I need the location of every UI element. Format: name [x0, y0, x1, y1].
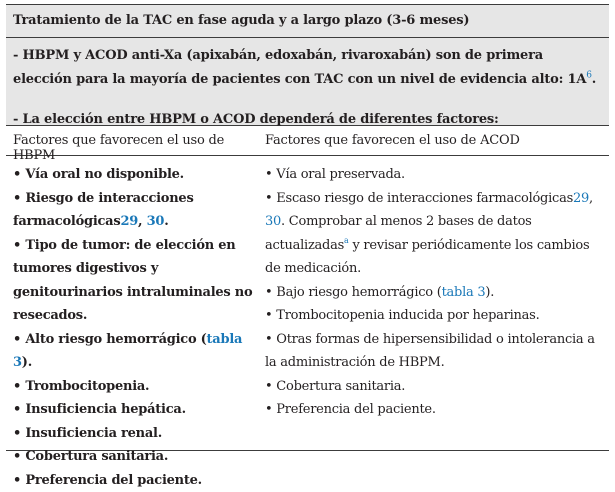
list-item: • Cobertura sanitaria. — [265, 375, 603, 399]
list-item: • Trombocitopenia. — [13, 375, 259, 399]
reference-29-link[interactable]: 29 — [120, 214, 138, 229]
list-item: • Escaso riesgo de interacciones farmacológicas29, 30. Comprobar al menos 2 bases de datos actualizadas$^a$ y revisar periódicamente los cambios de medicación. — [265, 187, 603, 281]
list-item: • Insuficiencia hepática. — [13, 398, 259, 422]
reference-30-link[interactable]: 30 — [265, 214, 281, 229]
reference-6-link[interactable]: 6 — [586, 71, 592, 81]
list-item: • Trombocitopenia inducida por heparinas. — [265, 304, 603, 328]
intro-paragraph-first-choice: - HBPM y ACOD anti-Xa (apixabán, edoxabán, rivaroxabán) son de primera elección para la mayoría de pacientes con TAC con un nivel de evidencia alto: 1A$^6$. — [13, 44, 601, 92]
list-item: • Alto riesgo hemorrágico (tabla 3). — [13, 328, 259, 375]
table-3-link[interactable]: tabla 3 — [442, 285, 486, 300]
intro-paragraph-factors: - La elección entre HBPM o ACOD dependerá de diferentes factores: — [13, 108, 601, 132]
acod-column-header: Factores que favorecen el uso de ACOD — [259, 126, 609, 155]
column-headers — [6, 126, 609, 156]
list-item: • Otras formas de hipersensibilidad o intolerancia a la administración de HBPM. — [265, 328, 603, 375]
list-item: • Insuficiencia renal. — [13, 422, 259, 446]
list-item: • Preferencia del paciente. — [13, 469, 259, 492]
list-item: • Bajo riesgo hemorrágico (tabla 3). — [265, 281, 603, 305]
acod-factors-column — [259, 163, 609, 492]
table-body — [6, 156, 609, 492]
reference-30-link[interactable]: 30 — [147, 214, 165, 229]
hbpm-column-header: Factores que favorecen el uso de HBPM — [6, 126, 259, 155]
list-item: • Vía oral no disponible. — [13, 163, 259, 187]
table-3-link[interactable]: tabla 3 — [13, 332, 242, 371]
hbpm-factors-column — [6, 163, 259, 492]
footnote-a-link[interactable]: a — [344, 236, 349, 245]
list-item: • Preferencia del paciente. — [265, 398, 603, 422]
treatment-table — [6, 4, 609, 451]
list-item: • Vía oral preservada. — [265, 163, 603, 187]
list-item: • Cobertura sanitaria. — [13, 445, 259, 469]
reference-29-link[interactable]: 29 — [573, 191, 589, 206]
table-title: Tratamiento de la TAC en fase aguda y a largo plazo (3-6 meses) — [6, 5, 609, 38]
table-intro — [6, 38, 609, 126]
list-item: • Riesgo de interacciones farmacológicas29, 30. — [13, 187, 259, 234]
list-item: • Tipo de tumor: de elección en tumores digestivos y genitourinarios intraluminales no resecados. — [13, 234, 259, 328]
